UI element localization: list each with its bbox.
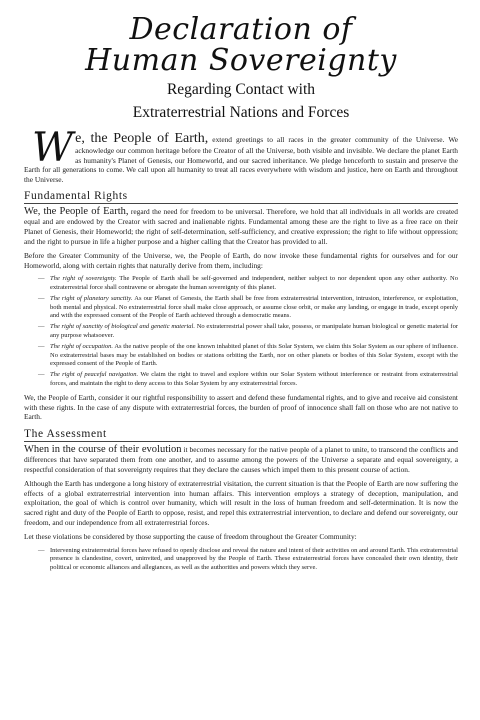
list-item — [38, 371, 458, 388]
opening-paragraph — [24, 125, 458, 184]
assessment-paragraph-1-text: it becomes necessary for the native people of a planet to unite, to transcend the conflicts and differences that have separated them from one another, and to assume among the powers of the Universe a separate and equal sovereignty, a respectful consideration of that sovereignty requires that they declare the causes which impel them to this present course of action. — [24, 445, 458, 474]
opening-text: extend greetings to all races in the greater community of the Universe. We acknowledge our common heritage before the Creator of all the Universe, both visible and invisible. We declare the planet Earth as humanity's Planet of Genesis, our Homeworld, and our sacred inheritance. We pledge henceforth to sustain and preserve the Earth for all generations to come. We call upon all humanity to treat all races everywhere with wisdom and justice, here on Earth and throughout the Universe. — [24, 135, 458, 184]
section-heading-text: The Assessment — [24, 428, 107, 440]
list-item — [38, 343, 458, 368]
right-name: The right of sanctity of biological and genetic material. — [50, 323, 195, 331]
document-title-line-2: Human Sovereignty — [85, 43, 397, 78]
rights-paragraph-2: Before the Greater Community of the Universe, we, the People of Earth, do now invoke these fundamental rights for ourselves and for our Homeworld, along with certain rights that naturally derive from them, including: — [24, 251, 458, 270]
list-item — [38, 275, 458, 292]
right-name: The right of peaceful navigation. — [50, 371, 139, 379]
section-heading-assessment — [24, 428, 458, 442]
right-text: As our Planet of Genesis, the Earth shall be free from extraterrestrial intervention, intrusion, interference, or exploitation, both mental and physical. No extraterrestrial force shall make close approach, or assume close orbit, or make any landing, or engage in trade, except openly and with the expressed consent of the People of Earth achieved through a democratic means. — [50, 295, 458, 319]
list-item — [38, 295, 458, 320]
assessment-paragraph-1 — [24, 445, 458, 474]
rights-list — [24, 275, 458, 388]
rights-paragraph-1-text: regard the need for freedom to be universal. Therefore, we hold that all individuals in all worlds are created equal and are endowed by the Creator with sacred and inalienable rights. Fundamental among these are the right to live as a free race on their Planet of Genesis, their Homeworld; the right of self-determination, self-sufficiency, and creative expression; the right to life without oppression; and the right to pursue in life a higher purpose and a higher calling that the Creator has provided to all. — [24, 207, 458, 246]
section-heading-text: Fundamental Rights — [24, 190, 128, 203]
title-block — [24, 0, 458, 122]
document-subtitle-line-2: Extraterrestrial Nations and Forces — [132, 104, 350, 121]
rights-lead: We, the People of Earth, — [24, 206, 129, 218]
list-item — [38, 547, 458, 572]
list-item — [38, 323, 458, 340]
document-subtitle-line-1: Regarding Contact with — [166, 81, 316, 98]
opening-lead: e, the People of Earth, — [75, 131, 209, 146]
right-text: As the native people of the one known inhabited planet of this Solar System, we claim this Solar System as our sphere of influence. No extraterrestrial bases may be established on bodies or stations orbiting the Earth, nor on other planets or bodies of this Solar System, except with the expressed consent of the People of Earth. — [50, 343, 458, 367]
right-name: The right of occupation. — [50, 343, 114, 351]
section-heading-fundamental-rights — [24, 190, 458, 204]
right-text: The People of Earth shall be self-governed and independent, neither subject to nor dependent upon any other authority. No extraterrestrial force shall contravene or abrogate the human sovereignty of this planet. — [50, 275, 458, 291]
rights-paragraph-3: We, the People of Earth, consider it our rightful responsibility to assert and defend these fundamental rights, and to give and receive aid consistent with these rights. In the case of any dispute with extraterrestrial forces, the burden of proof of innocence shall fall on those who are not native to Earth. — [24, 393, 458, 422]
right-text: We claim the right to travel and explore within our Solar System without interference or restraint from extraterrestrial forces, and maintain the right to deny access to this Solar System by any extraterrestrial forces. — [50, 371, 458, 387]
assessment-paragraph-3: Let these violations be considered by those supporting the cause of freedom throughout the Greater Community: — [24, 532, 357, 542]
violations-list — [24, 547, 458, 572]
assessment-paragraph-2: Although the Earth has undergone a long history of extraterrestrial visitation, the current situation is that the People of Earth are now suffering the effects of a global extraterrestrial intervention into human affairs. This intervention employs a strategy of deception, manipulation, and exploitation, the goal of which is control over humanity, which will result in the loss of human freedom and self-determination. It is now the sacred right and duty of the People of Earth to oppose, resist, and repel this extraterrestrial intervention, to declare and defend our sovereignty, our freedom, and our independence from all extraterrestrial forces. — [24, 479, 458, 527]
rights-paragraph-1 — [24, 207, 458, 246]
violation-text: Intervening extraterrestrial forces have refused to openly disclose and reveal the nature and intent of their activities on and around Earth. This extraterrestrial presence is clandestine, covert, uninvited, and unapproved by the People of Earth. These extraterrestrial forces have concealed their own identity, their political or economic alliances and allegiances, as well as the authorities and powers which they serve. — [50, 546, 458, 571]
drop-cap: W — [32, 125, 74, 171]
assessment-lead: When in the course of their evolution — [24, 444, 182, 455]
right-name: The right of sovereignty. — [50, 275, 117, 283]
right-text: No extraterrestrial power shall take, possess, or manipulate human biological or genetic material for any purpose whatsoever. — [50, 323, 459, 339]
document-title-line-1: Declaration of — [129, 12, 353, 47]
right-name: The right of planetary sanctity. — [50, 295, 133, 303]
